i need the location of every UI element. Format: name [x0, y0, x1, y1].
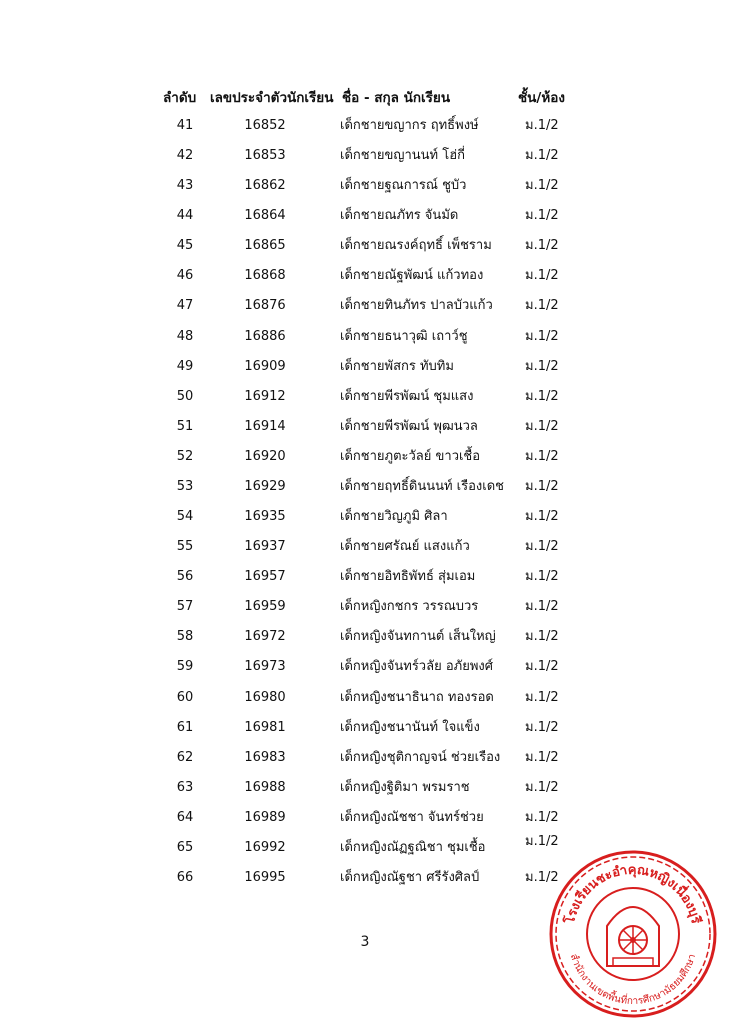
row-class-room: ม.1/2	[525, 659, 559, 675]
row-student-id: 16862	[244, 178, 286, 194]
row-student-id: 16995	[244, 870, 286, 885]
row-student-id: 16935	[244, 509, 286, 525]
row-class-room: ม.1/2	[525, 478, 559, 494]
row-student-name: เด็กชายฤทธิ์ดินนนท์ เรืองเดช	[340, 478, 504, 494]
row-order: 51	[176, 418, 194, 434]
row-class-room: ม.1/2	[525, 719, 559, 735]
row-order: 63	[176, 779, 194, 795]
row-class-room: ม.1/2	[525, 779, 559, 795]
row-class-room: ม.1/2	[525, 809, 559, 825]
row-student-id: 16972	[244, 629, 286, 645]
table-row	[0, 238, 729, 268]
row-student-name: เด็กชายภูตะวัลย์ ขาวเชื้อ	[340, 448, 481, 464]
row-student-id: 16920	[244, 448, 286, 464]
row-student-name: เด็กชายพัสกร ทับทิม	[340, 358, 454, 374]
table-row	[0, 268, 729, 298]
row-class-room: ม.1/2	[525, 569, 559, 585]
row-student-name: เด็กหญิงจันทร์วลัย อภัยพงศ์	[340, 659, 493, 675]
row-student-name: เด็กหญิงณัฏฐณิชา ชุมเชื้อ	[340, 839, 486, 855]
school-seal-stamp	[547, 848, 719, 1020]
row-order: 61	[176, 719, 194, 735]
row-order: 43	[176, 178, 194, 194]
row-student-id: 16914	[244, 418, 286, 434]
row-order: 60	[176, 689, 194, 705]
row-order: 49	[176, 358, 194, 374]
table-row	[0, 298, 729, 328]
table-row	[0, 449, 729, 479]
row-class-room: ม.1/2	[525, 749, 559, 765]
row-student-name: เด็กชายทินภัทร ปาลบัวแก้ว	[340, 298, 493, 314]
row-order: 55	[176, 539, 194, 555]
row-order: 66	[176, 870, 194, 885]
row-order: 52	[176, 448, 194, 464]
row-class-room: ม.1/2	[525, 358, 559, 374]
row-order: 65	[176, 839, 194, 855]
row-student-id: 16929	[244, 478, 286, 494]
row-class-room: ม.1/2	[525, 689, 559, 705]
row-class-room: ม.1/2	[525, 388, 559, 404]
row-student-id: 16957	[244, 569, 286, 585]
row-class-room: ม.1/2	[525, 833, 559, 849]
row-class-room: ม.1/2	[525, 418, 559, 434]
table-row	[0, 208, 729, 238]
row-class-room: ม.1/2	[525, 238, 559, 254]
row-order: 48	[176, 328, 194, 344]
row-order: 47	[176, 298, 194, 314]
row-order: 45	[176, 238, 194, 254]
row-order: 54	[176, 509, 194, 525]
table-row	[0, 599, 729, 629]
row-student-id: 16909	[244, 358, 286, 374]
row-order: 50	[176, 388, 194, 404]
row-student-name: เด็กชายวิญภูมิ ศิลา	[340, 509, 448, 525]
row-student-name: เด็กชายฐณการณ์ ชูบัว	[340, 178, 467, 194]
row-order: 59	[176, 659, 194, 675]
row-student-name: เด็กหญิงชนานันท์ ใจแข็ง	[340, 719, 480, 735]
table-row	[0, 659, 729, 689]
row-class-room: ม.1/2	[525, 539, 559, 555]
table-row	[0, 780, 729, 810]
row-student-name: เด็กหญิงฐิติมา พรมราช	[340, 779, 470, 795]
row-student-id: 16868	[244, 268, 286, 284]
header-name: ชื่อ - สกุล นักเรียน	[342, 90, 451, 106]
table-row	[0, 389, 729, 419]
row-student-id: 16973	[244, 659, 286, 675]
row-student-id: 16937	[244, 539, 286, 555]
row-student-id: 16864	[244, 208, 286, 224]
row-student-id: 16988	[244, 779, 286, 795]
row-class-room: ม.1/2	[525, 328, 559, 344]
header-student-id: เลขประจำตัวนักเรียน	[210, 90, 334, 106]
row-order: 44	[176, 208, 194, 224]
row-order: 56	[176, 569, 194, 585]
row-student-name: เด็กชายอิทธิพัทธ์ สุ่มเอม	[340, 569, 476, 585]
header-class-room: ชั้น/ห้อง	[518, 90, 565, 106]
page-number: 3	[360, 934, 370, 950]
row-student-id: 16865	[244, 238, 286, 254]
row-class-room: ม.1/2	[525, 118, 559, 133]
row-student-name: เด็กหญิงณัฐชา ศรีรังศิลป์	[340, 870, 480, 885]
row-class-room: ม.1/2	[525, 599, 559, 615]
row-student-name: เด็กชายณภัทร จันมัด	[340, 208, 459, 224]
table-row	[0, 569, 729, 599]
row-student-name: เด็กชายณรงค์ฤทธิ์ เพ็ชราม	[340, 238, 492, 254]
row-student-name: เด็กหญิงชุติกาญจน์ ช่วยเรือง	[340, 749, 501, 765]
row-student-id: 16959	[244, 599, 286, 615]
row-student-name: เด็กชายขญานนท์ โฮ่กี่	[340, 148, 466, 164]
table-row	[0, 720, 729, 750]
table-row	[0, 178, 729, 208]
table-row	[0, 359, 729, 389]
table-row	[0, 419, 729, 449]
table-row	[0, 118, 729, 148]
row-student-name: เด็กชายขญากร ฤทธิ์พงษ์	[340, 118, 479, 133]
row-student-name: เด็กหญิงณัชชา จันทร์ช่วย	[340, 809, 484, 825]
row-student-id: 16852	[244, 118, 286, 133]
row-order: 58	[176, 629, 194, 645]
row-student-id: 16980	[244, 689, 286, 705]
row-class-room: ม.1/2	[525, 268, 559, 284]
table-row	[0, 329, 729, 359]
row-order: 62	[176, 749, 194, 765]
row-class-room: ม.1/2	[525, 509, 559, 525]
row-student-name: เด็กหญิงชนาธินาถ ทองรอด	[340, 689, 494, 705]
row-class-room: ม.1/2	[525, 870, 559, 885]
row-student-name: เด็กชายศรัณย์ แสงแก้ว	[340, 539, 470, 555]
row-student-name: เด็กชายพีรพัฒน์ พุฒนวล	[340, 418, 478, 434]
row-student-id: 16981	[244, 719, 286, 735]
table-row	[0, 479, 729, 509]
table-row	[0, 539, 729, 569]
row-student-id: 16886	[244, 328, 286, 344]
header-order: ลำดับ	[163, 90, 197, 106]
row-student-id: 16853	[244, 148, 286, 164]
row-student-id: 16876	[244, 298, 286, 314]
row-class-room: ม.1/2	[525, 448, 559, 464]
row-student-id: 16992	[244, 839, 286, 855]
row-class-room: ม.1/2	[525, 298, 559, 314]
row-order: 64	[176, 809, 194, 825]
row-student-id: 16983	[244, 749, 286, 765]
row-student-name: เด็กชายพีรพัฒน์ ชุมแสง	[340, 388, 474, 404]
row-class-room: ม.1/2	[525, 629, 559, 645]
row-order: 41	[176, 118, 194, 133]
row-student-id: 16912	[244, 388, 286, 404]
row-order: 53	[176, 478, 194, 494]
row-order: 42	[176, 148, 194, 164]
table-row	[0, 509, 729, 539]
row-class-room: ม.1/2	[525, 178, 559, 194]
table-row	[0, 750, 729, 780]
row-student-name: เด็กหญิงกชกร วรรณบวร	[340, 599, 479, 615]
row-class-room: ม.1/2	[525, 148, 559, 164]
row-order: 57	[176, 599, 194, 615]
seal-bottom-text: สำนักงานเขตพื้นที่การศึกษามัธยมศึกษา	[567, 952, 699, 1008]
table-row	[0, 690, 729, 720]
row-class-room: ม.1/2	[525, 208, 559, 224]
row-student-name: เด็กหญิงจันทกานต์ เส็นใหญ่	[340, 629, 496, 645]
row-student-id: 16989	[244, 809, 286, 825]
seal-top-text: โรงเรียนชะอำคุณหญิงเนื่องบุรี	[562, 862, 704, 926]
row-student-name: เด็กชายณัฐพัฒน์ แก้วทอง	[340, 268, 484, 284]
table-row	[0, 629, 729, 659]
table-row	[0, 148, 729, 178]
row-student-name: เด็กชายธนาวุฒิ เถาว์ชู	[340, 328, 468, 344]
row-order: 46	[176, 268, 194, 284]
table-row	[0, 810, 729, 840]
